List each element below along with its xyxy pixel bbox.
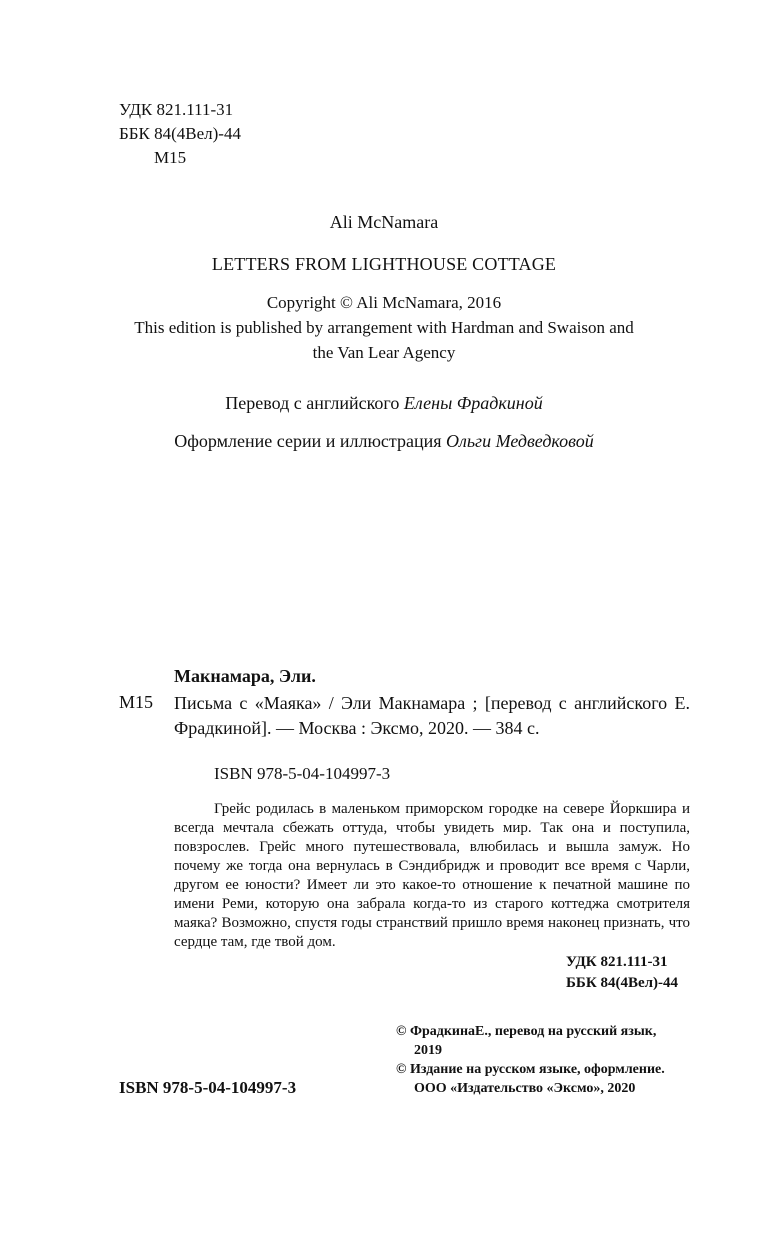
translation-copyright: © ФрадкинаЕ., перевод на русский язык,: [396, 1024, 657, 1039]
udk-code: УДК 821.111-31: [119, 100, 234, 119]
design-credit: [0, 431, 768, 452]
annotation: [174, 800, 690, 952]
classification-codes-bottom: [566, 952, 678, 994]
original-title: LETTERS FROM LIGHTHOUSE COTTAGE: [211, 254, 557, 274]
bbk-code-bottom: ББК 84(4Вел)-44: [566, 975, 679, 991]
isbn-middle: ISBN 978-5-04-104997-3: [214, 764, 391, 783]
edition-copyright: © Издание на русском языке, оформление.: [396, 1062, 665, 1077]
copyright-notice: [0, 290, 768, 365]
bibliographic-description: Письма с «Маяка» / Эли Макнамара ; [перевод с английского Е. Фрадкиной]. — Москва : Эксмо, 2020. — 384 с.: [174, 693, 690, 738]
bbk-code: ББК 84(4Вел)-44: [119, 124, 241, 143]
translation-label: Перевод с английского: [225, 393, 400, 413]
cutter-code: М15: [154, 148, 187, 167]
copyright-line: Copyright © Ali McNamara, 2016: [266, 293, 502, 312]
translation-credit: [0, 393, 768, 414]
translator-name: Елены Фрадкиной: [403, 393, 543, 413]
designer-name: Ольги Медведковой: [446, 431, 594, 451]
bibliographic-author-heading: Макнамара, Эли.: [174, 666, 316, 686]
classification-codes-top: [119, 98, 241, 170]
udk-code-bottom: УДК 821.111-31: [566, 954, 668, 970]
copyright-line: the Van Lear Agency: [312, 343, 456, 362]
design-label: Оформление серии и иллюстрация: [174, 431, 442, 451]
copyright-line: This edition is published by arrangement with Hardman and Swaison and: [134, 318, 634, 337]
bibliographic-cutter: М15: [119, 692, 154, 712]
isbn-bottom: ISBN 978-5-04-104997-3: [119, 1078, 297, 1097]
publisher-copyright: ООО «Издательство «Эксмо», 2020: [414, 1081, 636, 1096]
annotation-text: Грейс родилась в маленьком приморском городке на севере Йоркшира и всегда мечтала сбежать оттуда, чтобы увидеть мир. Так она и поступила, повзрослев. Грейс много путешествовала, влюбилась и вышла замуж. Но почему же тогда она вернулась в Сэндибридж и проводит все время с Чарли, другом ее юности? Имеет ли это какое-то отношение к печатной машине по имени Реми, которую она забрала когда-то из старого коттеджа смотрителя маяка? Возможно, спустя годы странствий пришло время наконец признать, что сердце там, где твой дом.: [174, 801, 690, 950]
original-author: Ali McNamara: [329, 212, 439, 232]
translation-copyright-year: 2019: [414, 1043, 442, 1058]
russian-copyrights: [396, 1022, 700, 1098]
